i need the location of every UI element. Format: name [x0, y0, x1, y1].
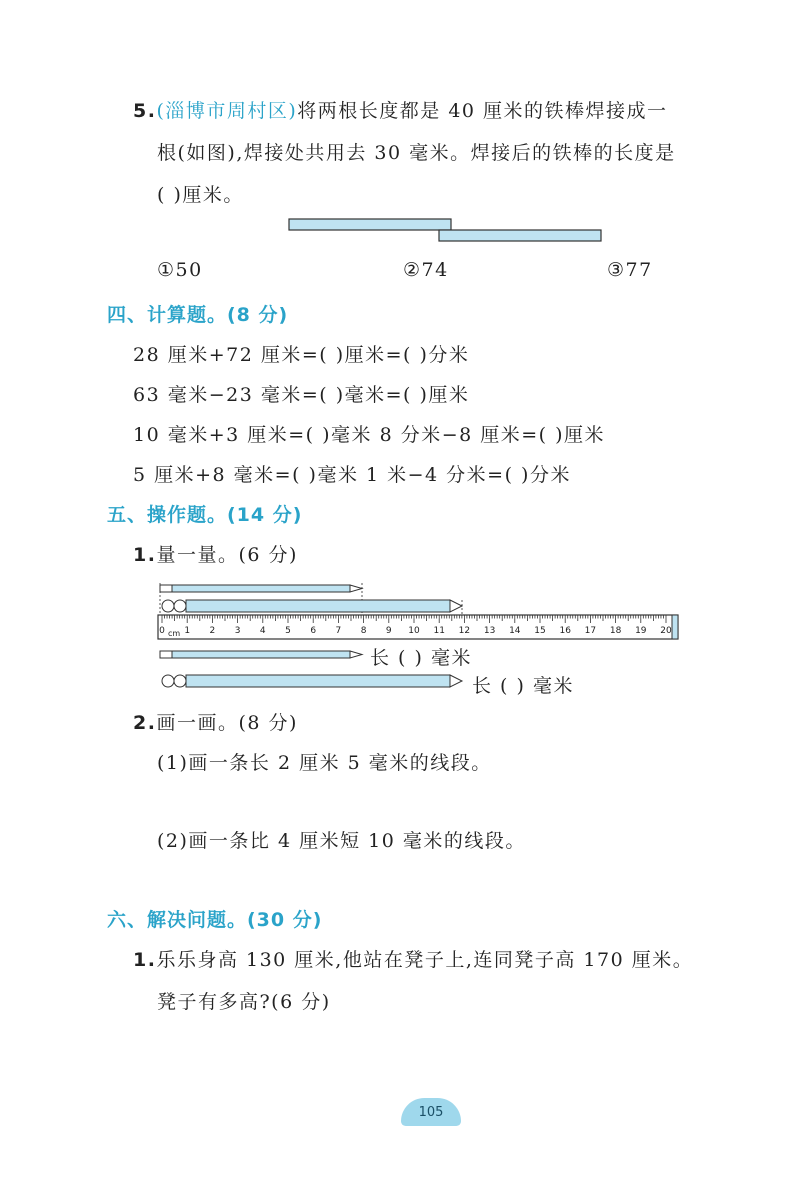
measuring-figure — [150, 575, 690, 695]
ruler-tick-label: 13 — [483, 626, 496, 636]
s6-q1-line1 — [133, 945, 693, 972]
section5-title: 五、操作题。(14 分) — [107, 504, 303, 526]
ruler-tick-label: 20 — [660, 626, 672, 636]
ruler-tick-label: 14 — [509, 626, 521, 636]
ruler-tick-label: 2 — [209, 626, 216, 636]
ruler-tick-label: 6 — [310, 626, 317, 636]
ruler-tick-label: 9 — [385, 626, 392, 636]
ruler-tick-label: 17 — [584, 626, 597, 636]
q5-number: 5. — [133, 100, 157, 122]
q5-option-1: ①50 — [157, 259, 203, 281]
ruler-tick-label: 18 — [609, 626, 622, 636]
s5-q2-sub1: (1)画一条长 2 厘米 5 毫米的线段。 — [157, 752, 492, 774]
ruler-tick-label: 7 — [335, 626, 342, 636]
q5-line1 — [133, 96, 668, 123]
page-number-badge — [401, 1098, 461, 1126]
answer-short-pencil: 长 ( ) 毫米 — [370, 647, 472, 669]
calc-row-3: 10 毫米+3 厘米=( )毫米 8 分米−8 厘米=( )厘米 — [133, 424, 606, 446]
s6-q1-number: 1. — [133, 949, 157, 971]
q5-line2: 根(如图),焊接处共用去 30 毫米。焊接后的铁棒的长度是 — [157, 142, 676, 164]
s5-q2-text: 画一画。(8 分) — [156, 712, 298, 734]
s6-q1-text: 乐乐身高 130 厘米,他站在凳子上,连同凳子高 170 厘米。 — [156, 949, 694, 971]
s5-q1-number: 1. — [133, 544, 157, 566]
s5-q2-number: 2. — [133, 712, 157, 734]
ruler-tick-label: 15 — [534, 626, 546, 636]
s5-q1 — [133, 540, 298, 567]
section4-title: 四、计算题。(8 分) — [107, 304, 289, 326]
ruler-tick-label: 19 — [635, 626, 647, 636]
answer-long-pencil: 长 ( ) 毫米 — [472, 675, 574, 697]
ruler-tick-label: 1 — [184, 626, 191, 636]
ruler-tick-label: 10 — [408, 626, 420, 636]
s6-q1-line2: 凳子有多高?(6 分) — [157, 991, 331, 1013]
ruler-tick-label: 4 — [259, 626, 266, 636]
pencil-short-top — [160, 585, 362, 592]
ruler-tick-label: 0 — [159, 626, 165, 636]
ruler-tick-label: 5 — [285, 626, 291, 636]
q5-text-1: 将两根长度都是 40 厘米的铁棒焊接成一 — [297, 100, 668, 122]
q5-source: (淄博市周村区) — [156, 100, 298, 122]
ruler-tick-label: 3 — [234, 626, 241, 636]
s5-q2-sub2: (2)画一条比 4 厘米短 10 毫米的线段。 — [157, 830, 526, 852]
welded-rods-figure — [280, 210, 610, 250]
pencil-long-top — [162, 600, 462, 612]
ruler-unit: cm — [168, 629, 181, 638]
ruler-tick-label: 8 — [360, 626, 367, 636]
rod-1 — [289, 219, 451, 230]
s5-q1-text: 量一量。(6 分) — [156, 544, 298, 566]
ruler — [158, 615, 678, 639]
rod-2 — [439, 230, 601, 241]
pencil-long-bottom — [162, 675, 462, 687]
calc-row-4: 5 厘米+8 毫米=( )毫米 1 米−4 分米=( )分米 — [133, 464, 571, 486]
page-number: 105 — [418, 1105, 444, 1120]
section6-title: 六、解决问题。(30 分) — [107, 909, 323, 931]
calc-row-1: 28 厘米+72 厘米=( )厘米=( )分米 — [133, 344, 470, 366]
ruler-tick-label: 16 — [559, 626, 571, 636]
q5-option-2: ②74 — [403, 259, 449, 281]
pencil-short-bottom — [160, 651, 362, 658]
ruler-tick-label: 11 — [433, 626, 445, 636]
calc-row-2: 63 毫米−23 毫米=( )毫米=( )厘米 — [133, 384, 470, 406]
q5-option-3: ③77 — [607, 259, 653, 281]
q5-line3: ( )厘米。 — [157, 184, 244, 206]
ruler-tick-label: 12 — [458, 626, 471, 636]
s5-q2 — [133, 708, 298, 735]
